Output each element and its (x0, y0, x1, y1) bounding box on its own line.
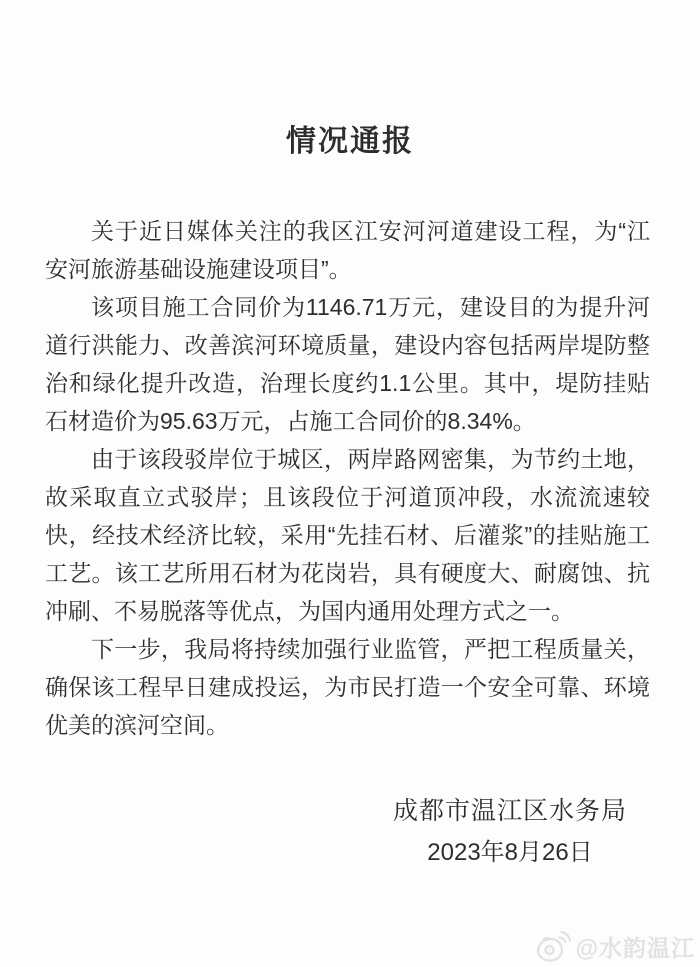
paragraph-project-cost: 该项目施工合同价为1146.71万元，建设目的为提升河道行洪能力、改善滨河环境质量，建设内容包括两岸堤防整治和绿化提升改造，治理长度约1.1公里。其中，堤防挂贴石材造价为95.63万元，占施工合同价的8.34%。 (45, 294, 650, 434)
signature-block (390, 791, 630, 873)
issue-date: 2023年8月26日 (427, 839, 593, 866)
issuing-authority: 成都市温江区水务局 (392, 797, 627, 825)
document-body (45, 212, 650, 744)
watermark-text: @水韵温江 (575, 935, 695, 961)
paragraph-next-steps: 下一步，我局将持续加强行业监管，严把工程质量关，确保该工程早日建成投运，为市民打造一个安全可靠、环境优美的滨河空间。 (45, 636, 650, 738)
paragraph-construction-method: 由于该段驳岸位于城区，两岸路网密集，为节约土地，故采取直立式驳岸；且该段位于河道顶冲段，水流流速较快，经技术经济比较，采用“先挂石材、后灌浆”的挂贴施工工艺。该工艺所用石材为花岗岩，具有硬度大、耐腐蚀、抗冲刷、不易脱落等优点，为国内通用处理方式之一。 (45, 446, 650, 624)
document-title: 情况通报 (286, 125, 414, 158)
watermark (535, 930, 695, 963)
paragraph-intro: 关于近日媒体关注的我区江安河河道建设工程，为“江安河旅游基础设施建设项目”。 (45, 218, 650, 282)
weibo-icon (535, 930, 571, 963)
